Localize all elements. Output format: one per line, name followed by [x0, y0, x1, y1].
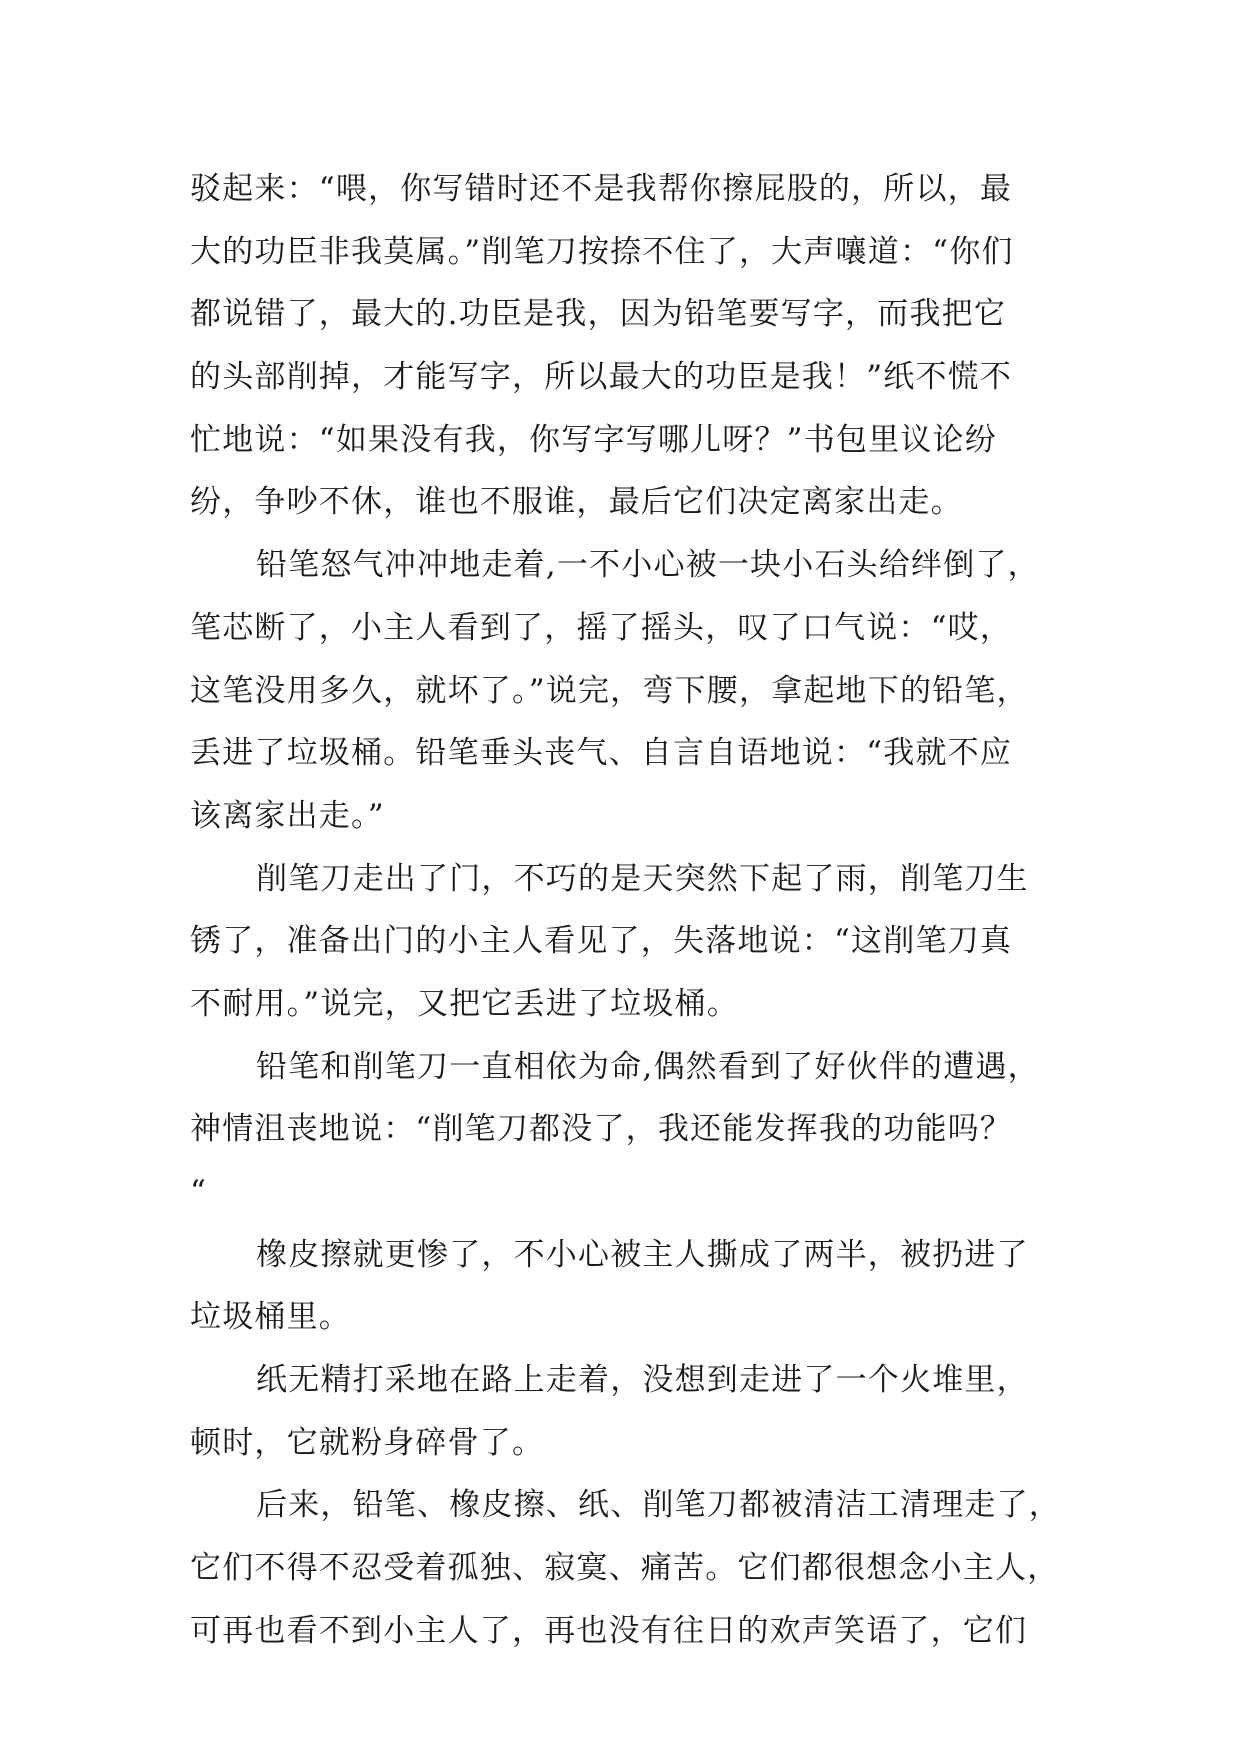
- paragraph-first-line: 纸无精打采地在路上走着，没想到走进了一个火堆里，: [256, 1362, 1029, 1399]
- text-line: 都说错了，最大的.功臣是我，因为铅笔要写字，而我把它: [190, 296, 1007, 333]
- text-line: 神情沮丧地说：“削笔刀都没了，我还能发挥我的功能吗？: [190, 1111, 1013, 1148]
- text-line: 丢进了垃圾桶。铅笔垂头丧气、自言自语地说：“我就不应: [190, 735, 1013, 772]
- text-line: “: [190, 1174, 208, 1210]
- text-line: 不耐用。”说完，又把它丢进了垃圾桶。: [190, 985, 739, 1022]
- text-line: 忙地说：“如果没有我，你写字写哪儿呀？”书包里议论纷: [190, 421, 997, 458]
- story-text: [190, 158, 1070, 1663]
- text-line: 笔芯断了，小主人看到了，摇了摇头，叹了口气说：“哎，: [190, 609, 1013, 646]
- text-line: 该离家出走。”: [190, 797, 385, 834]
- text-line: 的头部削掉，才能写字，所以最大的功臣是我！”纸不慌不: [190, 359, 1013, 396]
- text-line: 驳起来：“喂，你写错时还不是我帮你擦屁股的，所以，最: [190, 171, 1013, 207]
- text-line: 大的功臣非我莫属。”削笔刀按捺不住了，大声嚷道：“你们: [190, 233, 1014, 270]
- text-line: 顿时，它就粉身碎骨了。: [190, 1424, 545, 1461]
- paragraph-first-line: 铅笔怒气冲冲地走着,一不小心被一块小石头给绊倒了，: [256, 547, 1040, 584]
- text-line: 锈了，准备出门的小主人看见了，失落地说：“这削笔刀真: [190, 923, 1013, 960]
- paragraph-first-line: 橡皮擦就更惨了，不小心被主人撕成了两半，被扔进了: [256, 1236, 1029, 1273]
- paragraph-first-line: 后来，铅笔、橡皮擦、纸、削笔刀都被清洁工清理走了，: [256, 1487, 1061, 1524]
- text-line: 这笔没用多久，就坏了。”说完，弯下腰，拿起地下的铅笔，: [190, 672, 1029, 709]
- text-line: 它们不得不忍受着孤独、寂寞、痛苦。它们都很想念小主人，: [190, 1550, 1060, 1587]
- text-line: 垃圾桶里。: [190, 1299, 351, 1336]
- paragraph-first-line: 铅笔和削笔刀一直相依为命,偶然看到了好伙伴的遭遇，: [256, 1048, 1040, 1085]
- paragraph-first-line: 削笔刀走出了门，不巧的是天突然下起了雨，削笔刀生: [256, 860, 1029, 897]
- text-line: 纷，争吵不休，谁也不服谁，最后它们决定离家出走。: [190, 484, 963, 521]
- text-line: 可再也看不到小主人了，再也没有往日的欢声笑语了，它们: [190, 1612, 1028, 1649]
